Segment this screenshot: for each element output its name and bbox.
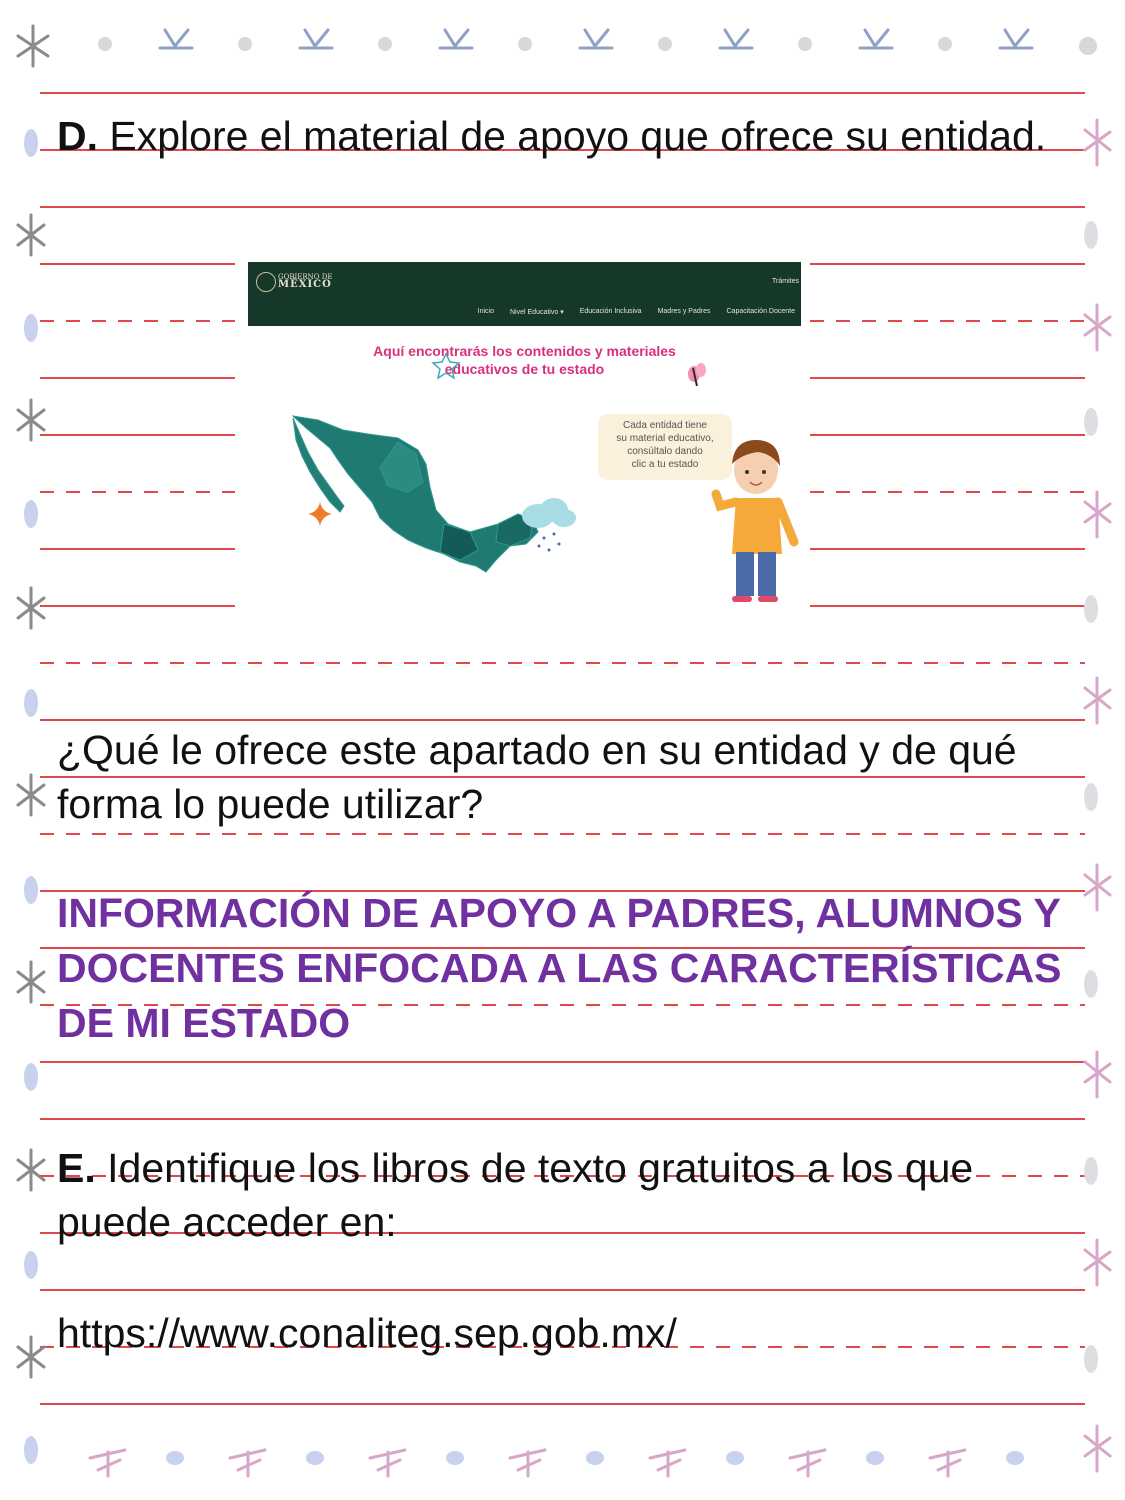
butterfly-icon [688, 363, 706, 386]
nav-item-inicio: Inicio [477, 308, 494, 315]
bubble-line: Cada entidad tiene [623, 420, 707, 431]
question-text: ¿Qué le ofrece este apartado en su entidad y de qué forma lo puede utilizar? [57, 727, 1017, 827]
section-e-text: Identifique los libros de texto gratuitos a los que puede acceder en: [57, 1145, 974, 1245]
gov-logo-line2: MÉXICO [278, 279, 332, 290]
top-border-ornaments [18, 26, 1097, 66]
nav-item-nivel-educativo: Nivel Educativo ▾ [510, 309, 564, 316]
bubble-line: clic a tu estado [631, 459, 699, 470]
headline-line1: Aquí encontrarás los contenidos y materiales [373, 343, 676, 359]
rain-cloud-icon [522, 498, 576, 552]
section-d-instruction [57, 109, 1067, 163]
answer-text: INFORMACIÓN DE APOYO A PADRES, ALUMNOS Y DOCENTES ENFOCADA A LAS CARACTERÍSTICAS DE MI ESTADO [57, 890, 1062, 1046]
nav-item-madres-padres: Madres y Padres [657, 308, 711, 315]
left-border-ornaments [18, 129, 44, 1464]
bubble-line: su material educativo, [616, 433, 714, 444]
mexico-map [293, 416, 538, 572]
state-materials-screenshot [248, 262, 801, 610]
section-e-letter: E. [57, 1145, 96, 1191]
bottom-border-ornaments [90, 1450, 1024, 1476]
conaliteg-url[interactable]: https://www.conaliteg.sep.gob.mx/ [57, 1310, 677, 1356]
sparkle-icon [308, 502, 332, 526]
star-icon [433, 354, 459, 378]
gov-logo-line1: GOBIERNO DE [278, 273, 333, 281]
nav-item-capacitacion-docente: Capacitación Docente [726, 308, 795, 315]
section-d-letter: D. [57, 113, 98, 159]
right-border-ornaments [1084, 120, 1110, 1471]
section-e-instruction [57, 1141, 1067, 1249]
bubble-line: consúltalo dando [627, 446, 703, 457]
section-d-text: Explore el material de apoyo que ofrece su entidad. [98, 113, 1047, 159]
flower-icon [18, 26, 48, 66]
headline-line2: educativos de tu estado [444, 361, 605, 377]
nav-item-educacion-inclusiva: Educación Inclusiva [579, 308, 642, 315]
speech-bubble [598, 414, 732, 480]
tramites-link: Trámites [772, 278, 799, 285]
